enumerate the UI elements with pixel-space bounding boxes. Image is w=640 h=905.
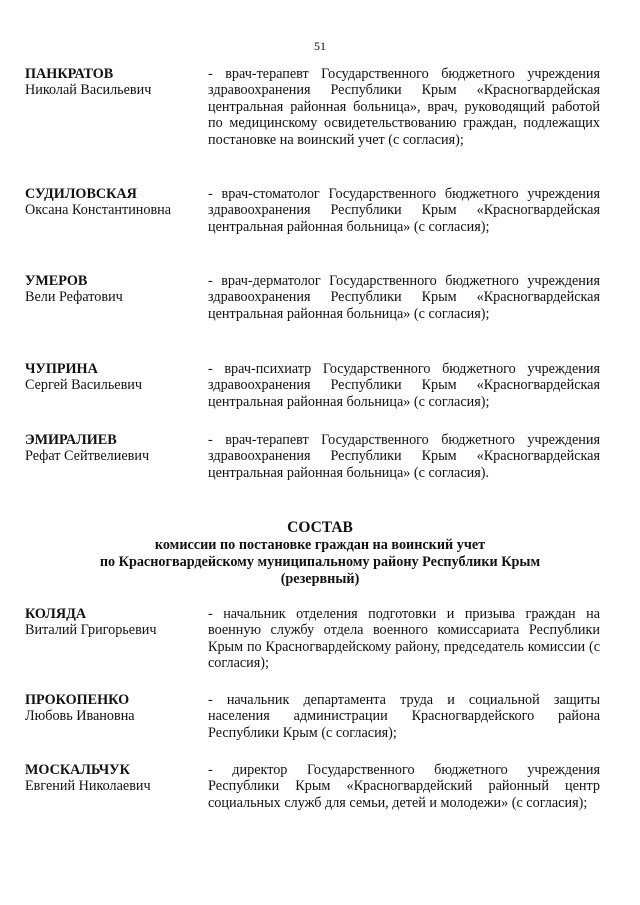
member-surname: УМЕРОВ xyxy=(25,273,88,289)
member-role: - начальник департамента труда и социальной защиты населения администрации Красногвардейского района Республики Крым (с согласия); xyxy=(208,692,600,741)
section-heading xyxy=(0,519,640,588)
member-given-name: Сергей Васильевич xyxy=(25,377,143,394)
member-given-name: Вели Рефатович xyxy=(25,289,123,306)
section-subtitle-line2: по Красногвардейскому муниципальному району Республики Крым xyxy=(99,554,541,570)
member-given-name: Виталий Григорьевич xyxy=(25,622,157,639)
member-surname: ЧУПРИНА xyxy=(25,361,98,377)
member-given-name: Рефат Сейтвелиевич xyxy=(25,448,150,465)
member-name-block xyxy=(25,186,205,219)
member-name-block xyxy=(25,606,205,639)
member-name-block xyxy=(25,273,205,306)
member-given-name: Оксана Константиновна xyxy=(25,202,172,219)
member-name-block xyxy=(25,762,205,795)
member-role: - врач-терапевт Государственного бюджетного учреждения здравоохранения Республики Крым «Красногвардейская центральная районная больница» (с согласия). xyxy=(208,432,600,481)
page-number: 51 xyxy=(314,39,326,53)
member-role: - врач-дерматолог Государственного бюджетного учреждения здравоохранения Республики Крым «Красногвардейская центральная районная больница» (с согласия); xyxy=(208,273,600,322)
section-subtitle-line1: комиссии по постановке граждан на воинский учет xyxy=(154,537,486,553)
member-given-name: Николай Васильевич xyxy=(25,82,152,99)
member-name-block xyxy=(25,66,205,99)
member-role: - начальник отделения подготовки и призыва граждан на военную службу отдела военного комиссариата Республики Крым по Красногвардейскому району, председатель комиссии (с согласия); xyxy=(208,606,600,672)
member-given-name: Любовь Ивановна xyxy=(25,708,135,725)
member-role: - врач-стоматолог Государственного бюджетного учреждения здравоохранения Республики Крым «Красногвардейская центральная районная больница» (с согласия); xyxy=(208,186,600,235)
section-title: СОСТАВ xyxy=(287,519,353,536)
member-surname: ПРОКОПЕНКО xyxy=(25,692,130,708)
member-surname: КОЛЯДА xyxy=(25,606,87,622)
member-given-name: Евгений Николаевич xyxy=(25,778,151,795)
member-role: - врач-терапевт Государственного бюджетного учреждения здравоохранения Республики Крым «Красногвардейская центральная районная больница», врач, руководящий работой по медицинскому освидетельствованию граждан, подлежащих постановке на воинский учет (с согласия); xyxy=(208,66,600,148)
member-name-block xyxy=(25,432,205,465)
member-surname: ЭМИРАЛИЕВ xyxy=(25,432,117,448)
member-role: - врач-психиатр Государственного бюджетного учреждения здравоохранения Республики Крым «Красногвардейская центральная районная больница» (с согласия); xyxy=(208,361,600,410)
member-name-block xyxy=(25,692,205,725)
section-subtitle-line3: (резервный) xyxy=(280,571,360,587)
member-surname: МОСКАЛЬЧУК xyxy=(25,762,130,778)
member-name-block xyxy=(25,361,205,394)
member-surname: СУДИЛОВСКАЯ xyxy=(25,186,137,202)
member-surname: ПАНКРАТОВ xyxy=(25,66,114,82)
member-role: - директор Государственного бюджетного учреждения Республики Крым «Красногвардейский районный центр социальных служб для семьи, детей и молодежи» (с согласия); xyxy=(208,762,600,811)
